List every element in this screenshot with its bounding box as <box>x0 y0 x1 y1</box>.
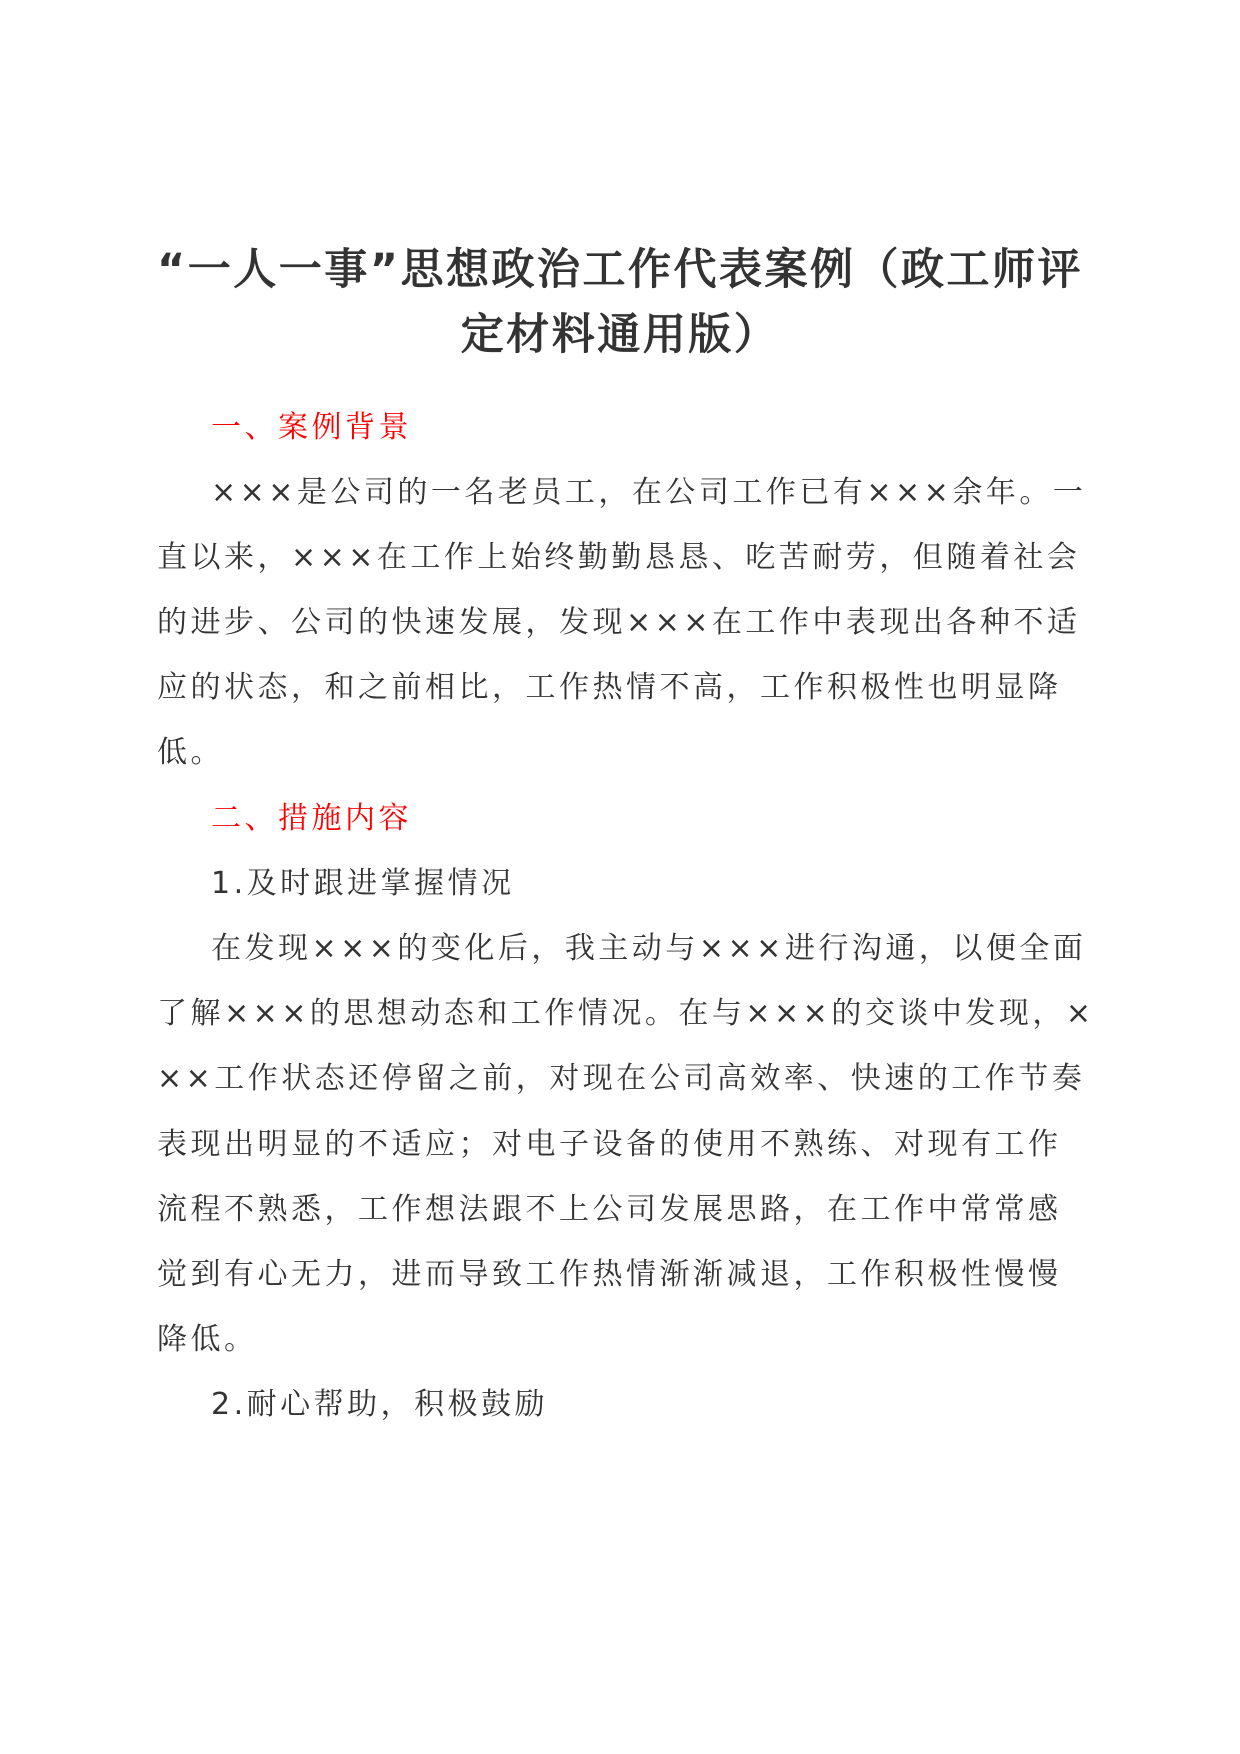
section-heading: 一、案例背景 <box>211 409 412 445</box>
document-title <box>0 238 1240 368</box>
title-line: “一人一事”思想政治工作代表案例（政工师评 <box>156 245 1084 295</box>
paragraph <box>157 916 1117 1372</box>
paragraph-line: ×××是公司的一名老员工，在公司工作已有×××余年。一 <box>211 474 1087 510</box>
paragraph-line: 直以来，×××在工作上始终勤勤恳恳、吃苦耐劳，但随着社会 <box>157 539 1081 575</box>
paragraph-line: 表现出明显的不适应；对电子设备的使用不熟练、对现有工作 <box>157 1126 1062 1162</box>
document-body <box>157 395 1117 1438</box>
paragraph-line: 流程不熟悉，工作想法跟不上公司发展思路，在工作中常常感 <box>157 1191 1062 1227</box>
subsection-heading: 2.耐心帮助，积极鼓励 <box>211 1387 549 1423</box>
paragraph-line: 的进步、公司的快速发展，发现×××在工作中表现出各种不适 <box>157 605 1081 641</box>
paragraph-line: 降低。 <box>157 1322 258 1358</box>
paragraph-line: 在发现×××的变化后，我主动与×××进行沟通，以便全面 <box>211 931 1087 966</box>
title-line: 定材料通用版） <box>460 310 780 360</box>
subsection-heading: 1.及时跟进掌握情况 <box>211 865 515 901</box>
section-heading: 二、措施内容 <box>211 800 412 836</box>
paragraph <box>157 460 1117 786</box>
paragraph-line: ××工作状态还停留之前，对现在公司高效率、快速的工作节奏 <box>157 1061 1086 1097</box>
paragraph-line: 低。 <box>157 735 224 771</box>
paragraph-line: 觉到有心无力，进而导致工作热情渐渐减退，工作积极性慢慢 <box>157 1256 1062 1292</box>
paragraph-line: 应的状态，和之前相比，工作热情不高，工作积极性也明显降 <box>157 670 1062 706</box>
paragraph-line: 了解×××的思想动态和工作情况。在与×××的交谈中发现，× <box>157 996 1095 1032</box>
